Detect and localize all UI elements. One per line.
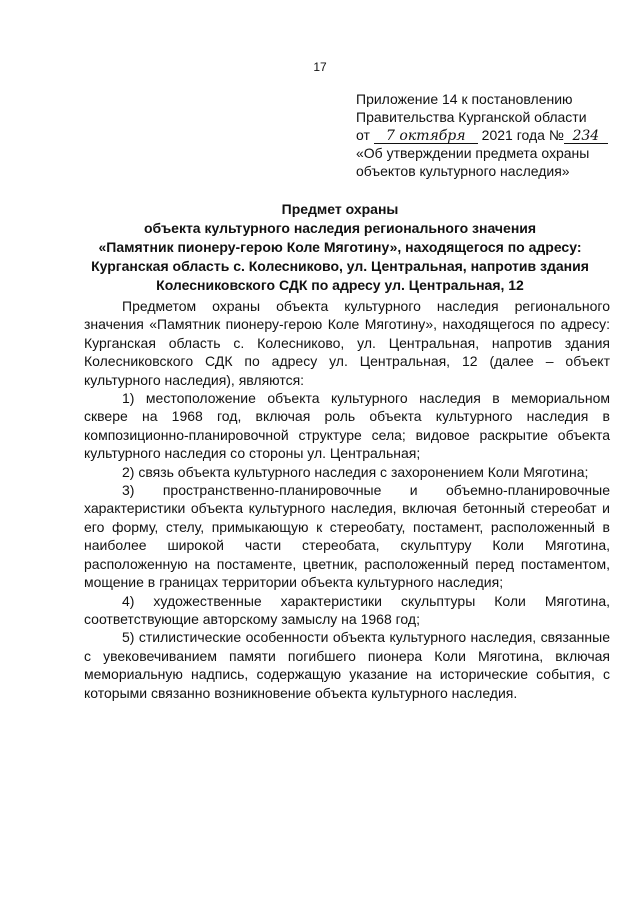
appendix-line-2: Правительства Курганской области [356,109,587,125]
body-paragraph-item-2: 2) связь объекта культурного наследия с захоронением Коли Мяготина; [122,463,589,480]
handwritten-number: 234 [564,129,608,144]
title-line-3: «Памятник пионеру-герою Коле Мяготину», находящегося по адресу: [98,239,582,255]
appendix-date-line [356,126,626,144]
date-prefix: от [356,127,370,143]
title-line-1: Предмет охраны [281,201,399,217]
document-title [84,200,596,295]
document-body [84,297,610,702]
appendix-line-5: объектов культурного наследия» [356,163,570,179]
handwritten-date: 7 октября [374,129,478,144]
title-line-2: объекта культурного наследия регионального значения [143,220,537,236]
title-line-4: Курганская область с. Колесниково, ул. Центральная, напротив здания [91,258,589,274]
page-number: 17 [313,60,327,74]
appendix-line-1: Приложение 14 к постановлению [356,91,573,107]
appendix-line-4: «Об утверждении предмета охраны [356,145,590,161]
appendix-header [356,90,626,180]
title-line-5: Колесниковского СДК по адресу ул. Центральная, 12 [156,277,524,293]
year-text: 2021 года № [481,127,564,143]
body-paragraph-item-4: 4) художественные характеристики скульптуры Коли Мяготина, соответствующие авторскому замыслу на 1968 год; [84,592,610,627]
body-paragraph-item-1: 1) местоположение объекта культурного наследия в мемориальном сквере на 1968 год, включая роль объекта культурного наследия в композиционно-планировочной структуре села; видовое раскрытие объекта культурного наследия со стороны ул. Центральная; [84,390,610,462]
body-paragraph-item-5: 5) стилистические особенности объекта культурного наследия, связанные с увековечиванием памяти погибшего пионера Коли Мяготина, включая мемориальную надпись, содержащую указание на исторические события, с которыми связанно возникновение объекта культурного наследия. [84,629,610,701]
body-paragraph-intro: Предметом охраны объекта культурного наследия регионального значения «Памятник пионеру-герою Коле Мяготину», находящегося по адресу: Курганская область с. Колесниково, ул. Центральная, напротив здания Колесниковского СДК по адресу ул. Центральная, 12 (далее – объект культурного наследия), являются: [84,298,610,388]
body-paragraph-item-3: 3) пространственно-планировочные и объемно-планировочные характеристики объекта культурного наследия, включая бетонный стереобат и его форму, стелу, примыкающую к стереобату, постамент, расположенный в наиболее широкой части стереобата, скульптуру Коли Мяготина, расположенную на постаменте, цветник, расположенный перед постаментом, мощение в границах территории объекта культурного наследия; [84,482,610,591]
